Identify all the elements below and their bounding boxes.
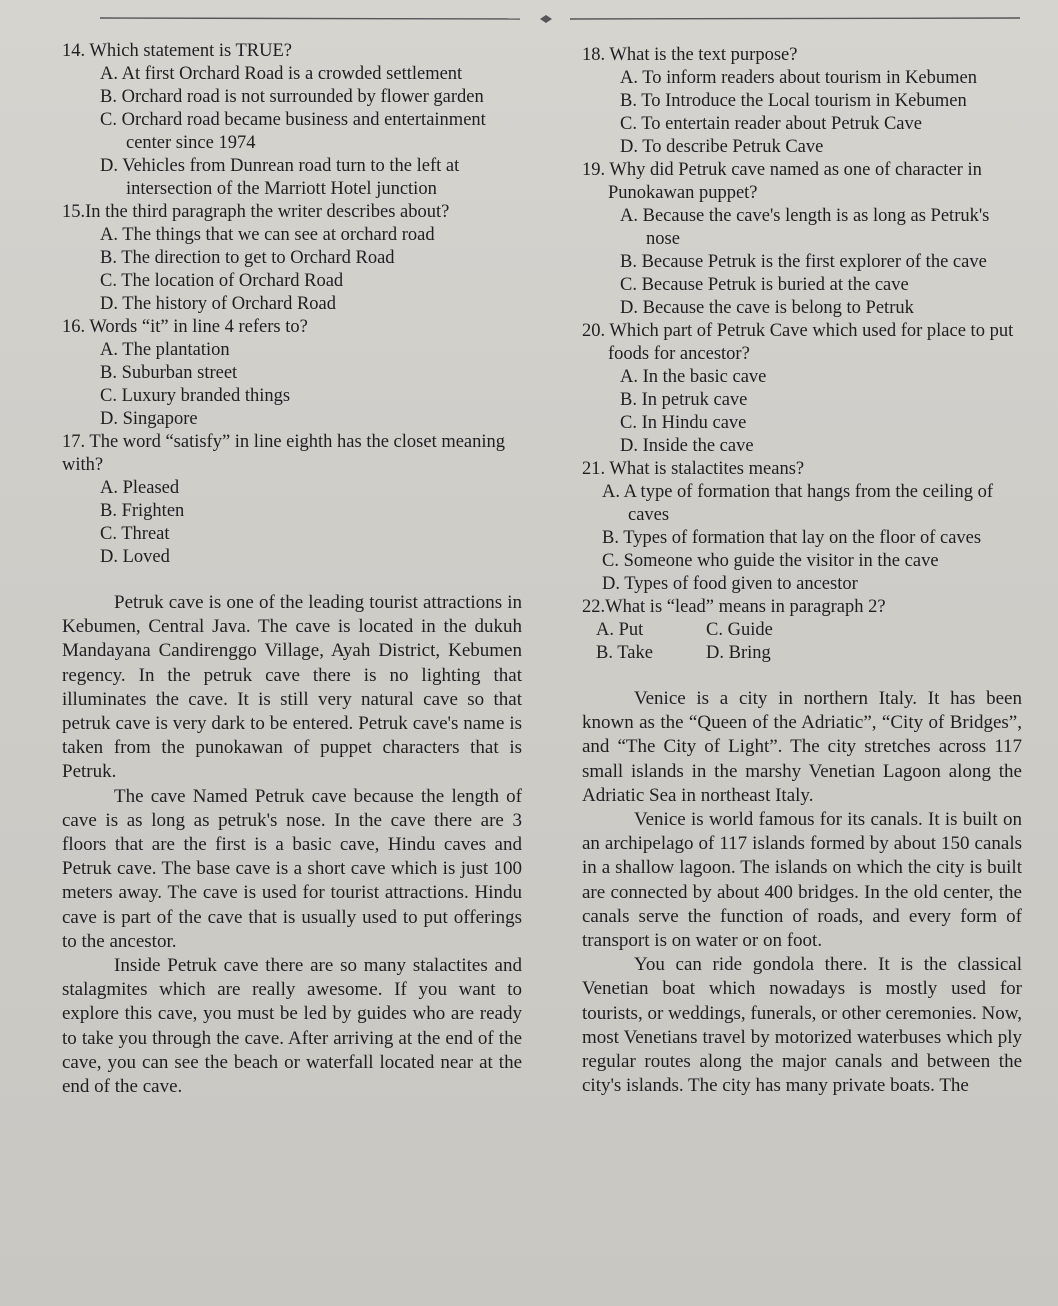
question-17-option-b: B. Frighten xyxy=(100,501,185,521)
question-15-option-c: C. The location of Orchard Road xyxy=(100,271,344,291)
question-14-text: 14. Which statement is TRUE? xyxy=(62,41,293,61)
left-column xyxy=(62,40,522,1099)
question-21 xyxy=(582,458,1022,596)
question-16-option-d: D. Singapore xyxy=(100,409,198,429)
question-15-option-b: B. The direction to get to Orchard Road xyxy=(100,248,395,268)
question-17 xyxy=(62,431,522,569)
question-18-text: 18. What is the text purpose? xyxy=(582,45,798,65)
question-20-option-a: A. In the basic cave xyxy=(620,367,767,387)
question-14 xyxy=(62,40,522,201)
question-22-option-c: C. Guide xyxy=(706,620,773,640)
question-20 xyxy=(582,320,1022,458)
question-22-option-b: B. Take xyxy=(596,643,653,663)
question-14-option-a: A. At first Orchard Road is a crowded settlement xyxy=(100,64,463,84)
passage-paragraph-1: Petruk cave is one of the leading tourist attractions in Kebumen, Central Java. The cave is located in the dukuh Mandayana Candirenggo Village, Ayah District, Kebumen regency. In the petruk cave there is no lighting that illuminates the cave. It is still very natural cave so that petruk cave is very dark to be entered. Petruk cave's name is taken from the punokawan of puppet characters that is Petruk. xyxy=(62,592,522,783)
question-22-option-a: A. Put xyxy=(596,620,644,640)
question-19-option-c: C. Because Petruk is buried at the cave xyxy=(620,275,909,295)
question-19-option-a: A. Because the cave's length is as long as Petruk's nose xyxy=(620,206,990,249)
question-17-option-a: A. Pleased xyxy=(100,478,180,498)
question-21-option-d: D. Types of food given to ancestor xyxy=(602,574,858,594)
question-21-text: 21. What is stalactites means? xyxy=(582,459,805,479)
question-21-option-b: B. Types of formation that lay on the floor of caves xyxy=(602,528,982,548)
question-14-option-b: B. Orchard road is not surrounded by flower garden xyxy=(100,87,484,107)
question-16-option-b: B. Suburban street xyxy=(100,363,238,383)
question-18-option-c: C. To entertain reader about Petruk Cave xyxy=(620,114,922,134)
question-14-option-c: C. Orchard road became business and entertainment center since 1974 xyxy=(100,110,486,153)
question-18-option-b: B. To Introduce the Local tourism in Kebumen xyxy=(620,91,967,111)
question-19 xyxy=(582,159,1022,320)
question-20-option-c: C. In Hindu cave xyxy=(620,413,747,433)
question-14-option-d: D. Vehicles from Dunrean road turn to the left at intersection of the Marriott Hotel junction xyxy=(100,156,460,199)
question-15-option-d: D. The history of Orchard Road xyxy=(100,294,336,314)
question-20-option-d: D. Inside the cave xyxy=(620,436,754,456)
question-18 xyxy=(582,44,1022,159)
question-22-text: 22.What is “lead” means in paragraph 2? xyxy=(582,597,886,617)
passage-paragraph-2: The cave Named Petruk cave because the length of cave is as long as petruk's nose. In the cave there are 3 floors that are the first is a basic cave, Hindu caves and Petruk cave. The base cave is a short cave which is just 100 meters away. The cave is used for tourist attractions. Hindu cave is part of the cave that is usually used to put offerings to the ancestor. xyxy=(62,785,522,952)
question-17-text: 17. The word “satisfy” in line eighth has the closet meaning with? xyxy=(62,432,506,475)
question-20-option-b: B. In petruk cave xyxy=(620,390,748,410)
question-16-option-c: C. Luxury branded things xyxy=(100,386,291,406)
question-15-text: 15.In the third paragraph the writer describes about? xyxy=(62,202,450,222)
passage-paragraph-3: Inside Petruk cave there are so many stalactites and stalagmites which are really awesome. If you want to explore this cave, you must be led by guides who are ready to take you through the cave. After arriving at the end of the cave, you can see the beach or waterfall located near at the end of the cave. xyxy=(62,955,522,1098)
question-16-text: 16. Words “it” in line 4 refers to? xyxy=(62,317,308,337)
question-22-option-d: D. Bring xyxy=(706,643,771,663)
header-ornament xyxy=(100,14,1020,24)
question-17-option-d: D. Loved xyxy=(100,547,170,567)
petruk-cave-passage xyxy=(62,591,522,1099)
question-17-option-c: C. Threat xyxy=(100,524,170,544)
right-column xyxy=(582,44,1022,1098)
question-18-option-d: D. To describe Petruk Cave xyxy=(620,137,824,157)
question-16 xyxy=(62,316,522,431)
question-22 xyxy=(582,596,1022,665)
venice-paragraph-2: Venice is world famous for its canals. It is built on an archipelago of 117 islands formed by about 150 canals in a shallow lagoon. The islands on which the city is built are connected by about 400 bridges. In the old center, the canals serve the function of roads, and every form of transport is on water or on foot. xyxy=(582,809,1022,952)
question-21-option-a: A. A type of formation that hangs from the ceiling of caves xyxy=(602,482,993,525)
venice-passage xyxy=(582,687,1022,1098)
venice-paragraph-1: Venice is a city in northern Italy. It has been known as the “Queen of the Adriatic”, “City of Bridges”, and “The City of Light”. The city stretches across 117 small islands in the marshy Venetian Lagoon along the Adriatic Sea in northeast Italy. xyxy=(582,688,1022,806)
question-18-option-a: A. To inform readers about tourism in Kebumen xyxy=(620,68,977,88)
question-16-option-a: A. The plantation xyxy=(100,340,230,360)
question-19-text: 19. Why did Petruk cave named as one of character in Punokawan puppet? xyxy=(582,160,982,203)
question-19-option-b: B. Because Petruk is the first explorer of the cave xyxy=(620,252,987,272)
question-19-option-d: D. Because the cave is belong to Petruk xyxy=(620,298,914,318)
venice-paragraph-3: You can ride gondola there. It is the classical Venetian boat which nowadays is mostly used for tourists, or weddings, funerals, or other ceremonies. Now, most Venetians travel by motorized waterbuses which ply regular routes along the major canals and between the city's islands. The city has many private boats. The xyxy=(582,954,1022,1097)
question-21-option-c: C. Someone who guide the visitor in the cave xyxy=(602,551,939,571)
question-22-options xyxy=(596,619,1022,665)
question-20-text: 20. Which part of Petruk Cave which used for place to put foods for ancestor? xyxy=(582,321,1014,364)
question-15-option-a: A. The things that we can see at orchard road xyxy=(100,225,435,245)
question-15 xyxy=(62,201,522,316)
